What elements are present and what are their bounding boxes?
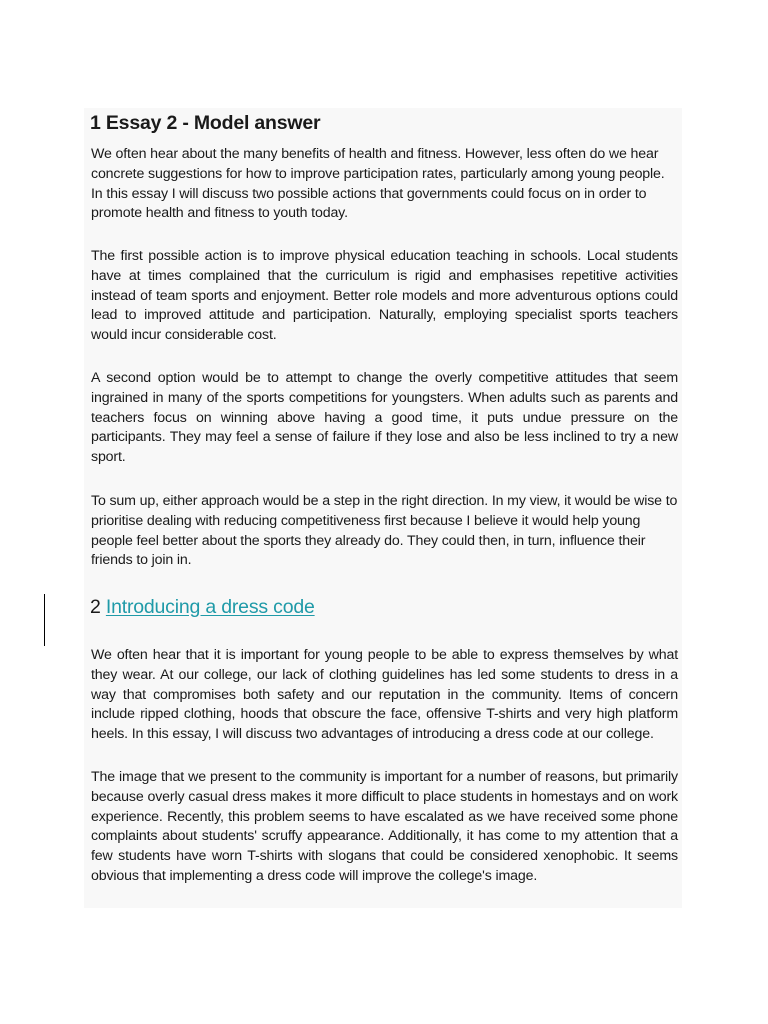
section-2-number: 2 bbox=[90, 596, 101, 618]
section-1-title: Essay 2 - Model answer bbox=[105, 112, 321, 134]
section-2-paragraph-2: The image that we present to the community is important for a number of reasons, but primarily because overly casual dress makes it more difficult to place students in homestays and on work experience. Recently, this problem seems to have escalated as we have received some phone complaints about students' scruffy appearance. Additionally, it has come to my attention that a few students have worn T-shirts with slogans that could be considered xenophobic. It seems obvious that implementing a dress code will improve the college's image. bbox=[91, 769, 678, 884]
section-1-paragraph-1: We often hear about the many benefits of health and fitness. However, less often do we hear concrete suggestions for how to improve participation rates, particularly among young people. In this essay I will discuss two possible actions that governments could focus on in order to promote health and fitness to youth today. bbox=[91, 146, 665, 222]
section-1-heading bbox=[90, 112, 320, 135]
section-2-heading bbox=[90, 596, 315, 619]
section-1-paragraph-3: A second option would be to attempt to change the overly competitive attitudes that seem ingrained in many of the sports competitions for youngsters. When adults such as parents and teachers focus on winning above having a good time, it puts undue pressure on the participants. They may feel a sense of failure if they lose and also be less inclined to try a new sport. bbox=[91, 370, 678, 466]
section-1-paragraph-2: The first possible action is to improve physical education teaching in schools. Local students have at times complained that the curriculum is rigid and emphasises repetitive activities instead of team sports and enjoyment. Better role models and more adventurous options could lead to improved attitude and participation. Naturally, employing specialist sports teachers would incur considerable cost. bbox=[91, 248, 678, 344]
section-1-number: 1 bbox=[90, 112, 101, 134]
dress-code-link[interactable]: Introducing a dress code bbox=[105, 596, 315, 618]
text-cursor bbox=[44, 594, 45, 646]
section-1-paragraph-4: To sum up, either approach would be a step in the right direction. In my view, it would be wise to prioritise dealing with reducing competitiveness first because I believe it would help young people feel better about the sports they already do. They could then, in turn, influence their friends to join in. bbox=[91, 493, 678, 569]
section-2-paragraph-1: We often hear that it is important for young people to be able to express themselves by what they wear. At our college, our lack of clothing guidelines has led some students to dress in a way that compromises both safety and our reputation in the community. Items of concern include ripped clothing, hoods that obscure the face, offensive T-shirts and very high platform heels. In this essay, I will discuss two advantages of introducing a dress code at our college. bbox=[91, 647, 678, 743]
